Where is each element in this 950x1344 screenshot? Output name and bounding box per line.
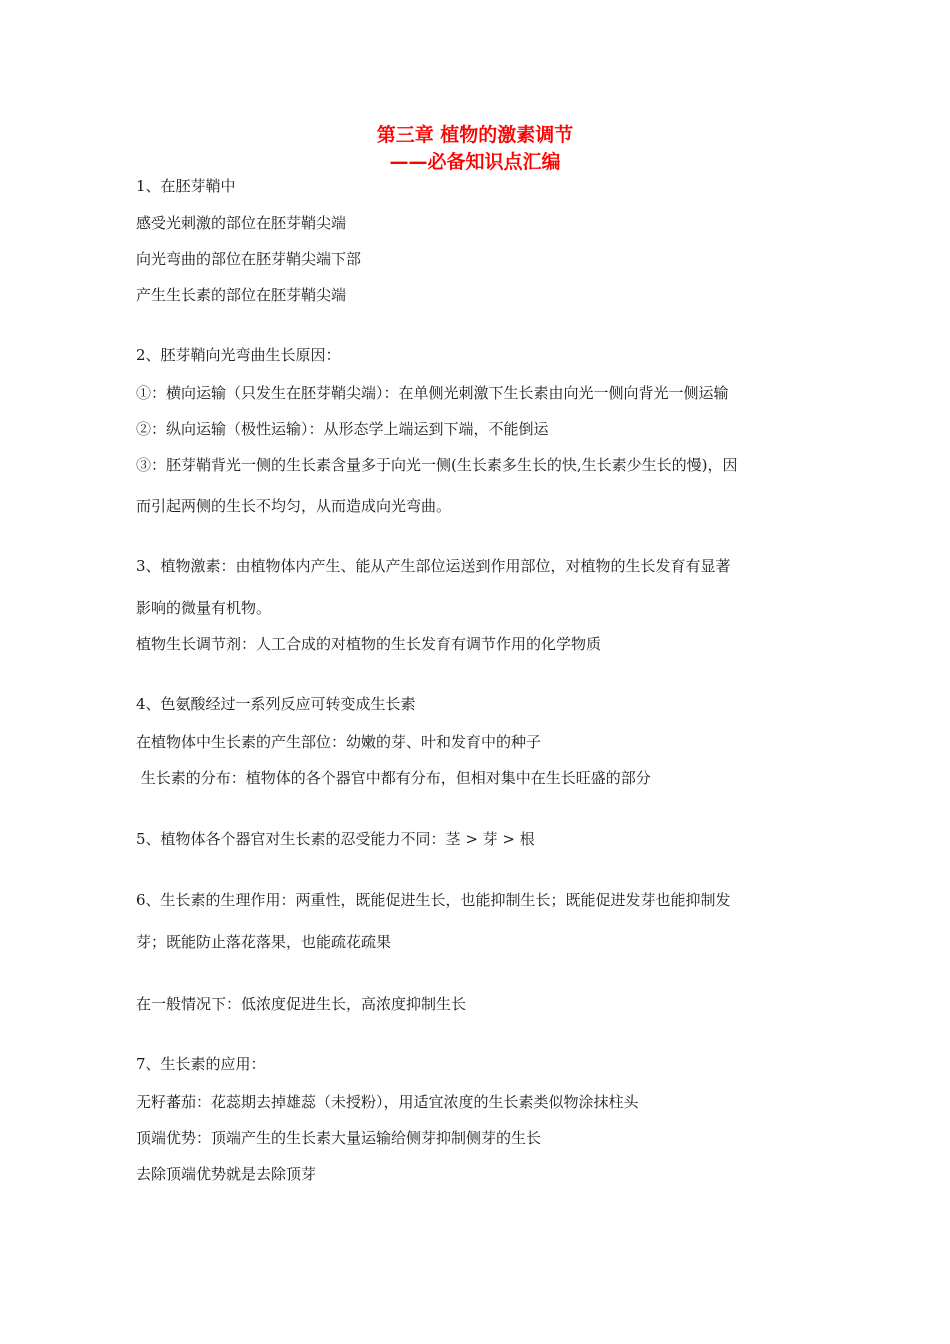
section-2-line: ③：胚芽鞘背光一侧的生长素含量多于向光一侧(生长素多生长的快,生长素少生长的慢)，因: [136, 456, 738, 474]
section-3-heading: 3、植物激素：由植物体内产生、能从产生部位运送到作用部位，对植物的生长发育有显著: [136, 557, 731, 575]
section-1-line: 感受光刺激的部位在胚芽鞘尖端: [136, 214, 347, 232]
document-subtitle: ——必备知识点汇编: [389, 151, 561, 173]
section-3-line: 植物生长调节剂：人工合成的对植物的生长发育有调节作用的化学物质: [136, 635, 602, 653]
section-4-line: 生长素的分布：植物体的各个器官中都有分布，但相对集中在生长旺盛的部分: [136, 769, 651, 787]
section-6-line: 芽；既能防止落花落果，也能疏花疏果: [136, 933, 392, 951]
section-5-heading: 5、植物体各个器官对生长素的忍受能力不同：茎 > 芽 > 根: [136, 830, 535, 848]
section-6-heading: 6、生长素的生理作用：两重性，既能促进生长，也能抑制生长；既能促进发芽也能抑制发: [136, 891, 731, 909]
section-1-line: 向光弯曲的部位在胚芽鞘尖端下部: [136, 250, 362, 268]
section-7-line: 无籽蕃茄：花蕊期去掉雄蕊（未授粉），用适宜浓度的生长素类似物涂抹柱头: [136, 1093, 639, 1111]
section-7-line: 顶端优势：顶端产生的生长素大量运输给侧芽抑制侧芽的生长: [136, 1129, 542, 1147]
document-title: 第三章 植物的激素调节: [376, 124, 574, 146]
section-3-line: 影响的微量有机物。: [136, 599, 272, 617]
section-6-line: 在一般情况下：低浓度促进生长，高浓度抑制生长: [136, 995, 467, 1013]
section-4-heading: 4、色氨酸经过一系列反应可转变成生长素: [136, 695, 416, 713]
section-2-line: ①：横向运输（只发生在胚芽鞘尖端）：在单侧光刺激下生长素由向光一侧向背光一侧运输: [136, 384, 729, 402]
section-2-line: ②：纵向运输（极性运输）：从形态学上端运到下端，不能倒运: [136, 420, 549, 438]
section-4-line: 在植物体中生长素的产生部位：幼嫩的芽、叶和发育中的种子: [136, 733, 542, 751]
section-7-line: 去除顶端优势就是去除顶芽: [136, 1165, 317, 1183]
section-7-heading: 7、生长素的应用：: [136, 1055, 266, 1073]
section-2-heading: 2、胚芽鞘向光弯曲生长原因：: [136, 346, 341, 364]
section-2-line: 而引起两侧的生长不均匀，从而造成向光弯曲。: [136, 497, 452, 515]
section-1-heading: 1、在胚芽鞘中: [136, 177, 236, 195]
section-1-line: 产生生长素的部位在胚芽鞘尖端: [136, 286, 347, 304]
